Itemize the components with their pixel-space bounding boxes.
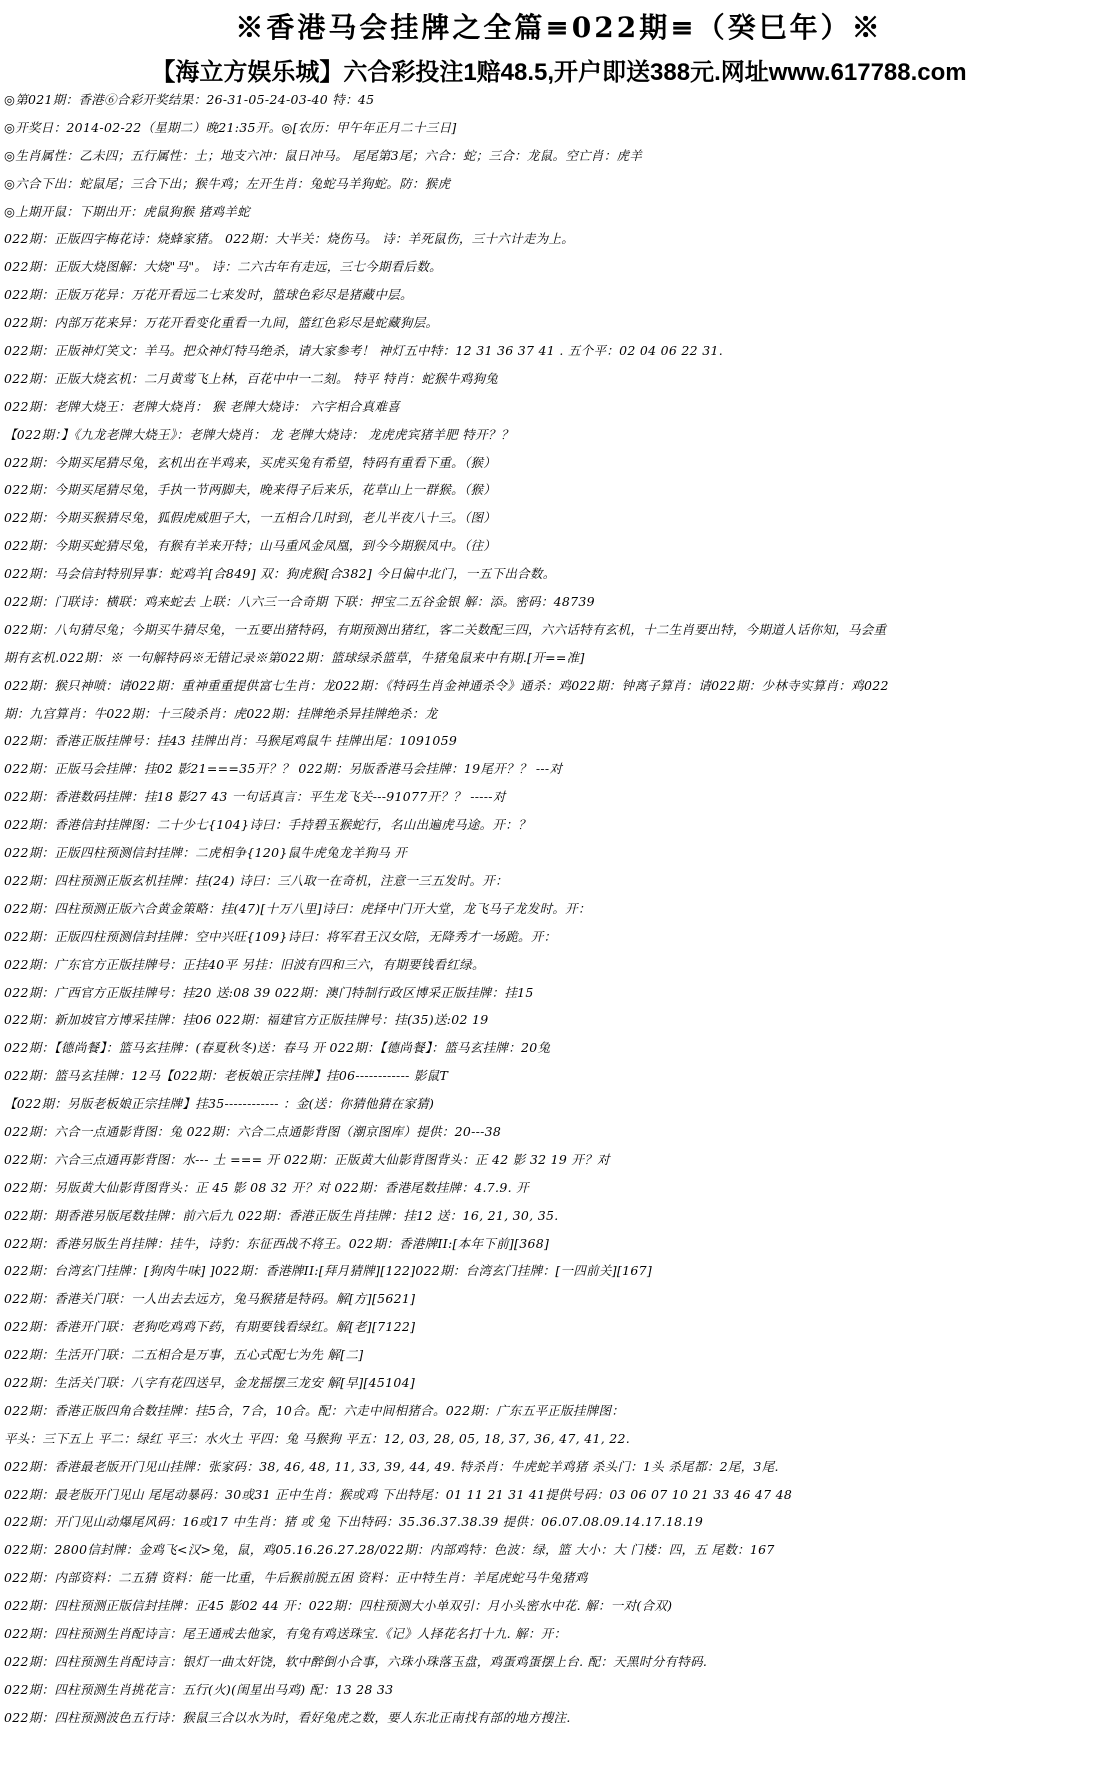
text-line: 【022期：】《九龙老牌大烧王》：老牌大烧肖： 龙 老牌大烧诗： 龙虎虎宾猪羊肥 特开？？ bbox=[4, 426, 514, 442]
text-line: 022期：生活开门联：二五相合是万事，五心式配七为先 解[二] bbox=[4, 1347, 364, 1363]
text-line: ◎第021期：香港⑥合彩开奖结果：26-31-05-24-03-40 特：45 bbox=[4, 92, 375, 107]
text-line: 022期：正版四柱预测信封挂牌：二虎相争{120}鼠牛虎兔龙羊狗马 开 bbox=[4, 845, 408, 861]
text-line: 022期：另版黄大仙影背图背头：正 45 影 08 32 开？对 022期：香港尾数挂牌：4.7.9. 开 bbox=[4, 1179, 529, 1195]
text-line: 022期：最老版开门见山 尾尾动暴码：30或31 正中生肖：猴或鸡 下出特尾：01 11 21 31 41提供号码：03 06 07 10 21 33 46 47 48 bbox=[4, 1486, 793, 1502]
text-line: ◎六合下出：蛇鼠尾；三合下出；猴牛鸡；左开生肖：兔蛇马羊狗蛇。防：猴虎 bbox=[4, 175, 451, 191]
text-line: 【022期：另版老板娘正宗挂牌】挂35------------ ：金(送：你猜他猜在家猜) bbox=[4, 1096, 435, 1112]
text-line: 022期：正版马会挂牌：挂02 影21===35开？？ 022期：另版香港马会挂牌：19尾开？？ ---对 bbox=[4, 761, 563, 777]
text-line: 022期：内部万花来异：万花开看变化重看一九间，篮红色彩尽是蛇藏狗层。 bbox=[4, 315, 439, 331]
text-line: 022期：四柱预测正版六合黄金策略：挂(47)[十万八里]诗曰：虎择中门开大堂，龙飞马子龙发时。开： bbox=[4, 900, 591, 916]
text-line: 期有玄机.022期：※ 一句解特码※无错记录※第022期：篮球绿杀篮草，牛猪兔鼠来中有期.[开==准] bbox=[4, 649, 585, 665]
text-line: 022期：今期买蛇猜尽兔，有猴有羊来开特；山马重风金凤凰，到今今期猴凤中。（往） bbox=[4, 538, 497, 554]
text-line: 022期：香港关门联：一人出去去远方，兔马猴猪是特码。解[方][5621] bbox=[4, 1291, 416, 1307]
text-line: 022期：广东官方正版挂牌号：正挂40平 另挂：旧波有四和三六，有期要钱看红绿。 bbox=[4, 956, 485, 972]
content-lines bbox=[4, 86, 1114, 1732]
text-line: 022期：今期买尾猜尽兔，手执一节两脚夫，晚来得子后来乐，花草山上一群猴。（猴） bbox=[4, 482, 497, 498]
text-line: 022期：马会信封特别异事：蛇鸡羊[合849] 双：狗虎猴[合382] 今日偏中北门，一五下出合数。 bbox=[4, 566, 556, 582]
text-line: 022期：六合三点通再影背图：水--- 土 === 开 022期：正版黄大仙影背图背头：正 42 影 32 19 开？对 bbox=[4, 1151, 610, 1167]
text-line: 022期：四柱预测生肖配诗言：银灯一曲太奸饶，软中醉倒小合事，六珠小珠落玉盘，鸡蛋鸡蛋摆上台. 配：天黑时分有特码. bbox=[4, 1653, 708, 1669]
text-line: 022期：老牌大烧王：老牌大烧肖： 猴 老牌大烧诗： 六字相合真难喜 bbox=[4, 398, 400, 414]
text-line: 022期：今期买尾猜尽兔，玄机出在半鸡来，买虎买兔有希望，特码有重看下重。（猴） bbox=[4, 454, 497, 470]
text-line: 平头：三下五上 平二：绿红 平三：水火土 平四：兔 马猴狗 平五：12, 03, 28, 05, 18, 37, 36, 47, 41, 22. bbox=[4, 1430, 631, 1446]
text-line: 022期：六合一点通影背图：兔 022期：六合二点通影背图（潮京图库）提供：20---38 bbox=[4, 1123, 502, 1139]
text-line: 022期：香港最老版开门见山挂牌：张家码：38, 46, 48, 11, 33, 39, 44, 49. 特杀肖：牛虎蛇羊鸡猪 杀头门：1头 杀尾都：2尾，3尾. bbox=[4, 1458, 779, 1474]
text-line: 022期：四柱预测正版信封挂牌：正45 影02 44 开：022期：四柱预测大小单双引：月小头密水中花. 解：一对(合双) bbox=[4, 1598, 673, 1614]
text-line: 022期：正版万花异：万花开看远二七来发时，篮球色彩尽是猪藏中层。 bbox=[4, 287, 413, 303]
text-line: 022期：四柱预测生肖挑花言：五行(火)(闺星出马鸡) 配：13 28 33 bbox=[4, 1681, 394, 1697]
text-line: 022期：广西官方正版挂牌号：挂20 送:08 39 022期：澳门特制行政区博采正版挂牌：挂15 bbox=[4, 984, 534, 1000]
text-line: 022期：台湾玄门挂牌：[狗肉牛味] ]022期：香港牌II:[拜月猜牌][122]022期：台湾玄门挂牌：[一四前关][167] bbox=[4, 1263, 652, 1279]
text-line: 022期：香港开门联：老狗吃鸡鸡下药，有期要钱看绿红。解[老][7122] bbox=[4, 1319, 416, 1335]
text-line: 022期：今期买猴猜尽兔，狐假虎威胆子大，一五相合几时到，老儿半夜八十三。（图） bbox=[4, 510, 497, 526]
text-line: 022期：2800信封牌：金鸡飞<汉>兔，鼠，鸡05.16.26.27.28/022期：内部鸡特：色波：绿，篮 大小：大 门楼：四，五 尾数：167 bbox=[4, 1542, 775, 1558]
text-line: 022期：门联诗：横联：鸡来蛇去 上联：八六三一合奇期 下联：押宝二五谷金银 解：添。密码：48739 bbox=[4, 594, 595, 610]
text-line: 022期：香港正版挂牌号：挂43 挂牌出肖：马猴尾鸡鼠牛 挂牌出尾：1091059 bbox=[4, 733, 458, 749]
text-line: 022期：香港数码挂牌：挂18 影27 43 一句话真言：平生龙飞关---91077开？？ -----对 bbox=[4, 789, 506, 805]
text-line: 022期：四柱预测正版玄机挂牌：挂(24) 诗曰：三八取一在奇机，注意一三五发时。开： bbox=[4, 872, 508, 888]
text-line: 022期：正版四柱预测信封挂牌：空中兴旺{109}诗曰：将军君王汉女陪，无降秀才一场跪。开： bbox=[4, 928, 557, 944]
page-title: ※香港马会挂牌之全篇≡022期≡（癸巳年）※ bbox=[235, 11, 883, 44]
text-line: ◎开奖日：2014-02-22（星期二）晚21:35开。◎[农历：甲午年正月二十三日] bbox=[4, 119, 457, 135]
text-line: ◎上期开鼠：下期出开：虎鼠狗猴 猪鸡羊蛇 bbox=[4, 203, 250, 219]
text-line: ◎生肖属性：乙未四；五行属性：土；地支六冲：鼠日冲马。 尾尾第3尾；六合：蛇；三合：龙鼠。空亡肖：虎羊 bbox=[4, 147, 643, 163]
text-line: 022期：四柱预测生肖配诗言：尾王通戒去他家，有兔有鸡送珠宝.《记》人择花名打十九. 解：开： bbox=[4, 1625, 567, 1641]
text-line: 022期：内部资料：二五猜 资料：能一比重，牛后猴前脱五困 资料：正中特生肖：羊尾虎蛇马牛兔猪鸡 bbox=[4, 1570, 588, 1586]
text-line: 022期：正版四字梅花诗：烧蜂家猪。 022期：大半关：烧伤马。 诗：羊死鼠伤，三十六计走为上。 bbox=[4, 231, 575, 247]
text-line: 022期：正版大烧图解：大烧"马"。 诗：二六古年有走远，三七今期看后数。 bbox=[4, 259, 442, 275]
text-line: 022期：生活关门联：八字有花四送早，金龙摇摆三龙安 解[早][45104] bbox=[4, 1374, 416, 1390]
text-line: 022期：香港另版生肖挂牌：挂牛，诗豹：东征西战不将王。022期：香港牌II:[本年下前][368] bbox=[4, 1235, 550, 1251]
text-line: 022期：正版大烧玄机：二月黄莺飞上林，百花中中一二刻。 特平 特肖：蛇猴牛鸡狗兔 bbox=[4, 370, 499, 386]
text-line: 022期：开门见山动爆尾风码：16或17 中生肖：猪 或 兔 下出特码：35.36.37.38.39 提供：06.07.08.09.14.17.18.19 bbox=[4, 1514, 704, 1530]
text-line: 022期：期香港另版尾数挂牌：前六后九 022期：香港正版生肖挂牌：挂12 送：16, 21, 30, 35. bbox=[4, 1207, 559, 1223]
ad-banner: 【海立方娱乐城】六合彩投注1赔48.5,开户即送388元.网址www.617788.com bbox=[151, 59, 967, 86]
text-line: 022期：新加坡官方博采挂牌：挂06 022期：福建官方正版挂牌号：挂(35)送:02 19 bbox=[4, 1012, 489, 1028]
text-line: 022期：【德尚餐】：篮马玄挂牌：(春夏秋冬)送：春马 开 022期：【德尚餐】：篮马玄挂牌：20兔 bbox=[4, 1040, 551, 1056]
text-line: 022期：篮马玄挂牌：12马【022期：老板娘正宗挂牌】挂06------------ 影鼠T bbox=[4, 1068, 449, 1084]
text-line: 期：九宫算肖：牛022期：十三陵杀肖：虎022期：挂牌绝杀异挂牌绝杀：龙 bbox=[4, 705, 438, 721]
text-line: 022期：香港正版四角合数挂牌：挂5合，7合，10合。配：六走中间相猪合。022期：广东五平正版挂牌图： bbox=[4, 1402, 625, 1418]
text-line: 022期：八句猜尽兔；今期买牛猜尽兔，一五要出猪特码，有期预测出猪红，客二关数配三四，六六话特有玄机，十二生肖要出特，今期道人话你知，马会重 bbox=[4, 621, 887, 637]
text-line: 022期：四柱预测波色五行诗：猴鼠三合以水为时，看好兔虎之数，要人东北正南找有部的地方搜注. bbox=[4, 1709, 571, 1725]
text-line: 022期：香港信封挂牌图：二十少七{104}诗曰：手持碧玉猴蛇行，名山出遍虎马途。开：？ bbox=[4, 817, 531, 833]
text-line: 022期：正版神灯笑文：羊马。把众神灯特马绝杀，请大家参考！ 神灯五中特：12 31 36 37 41 . 五个平：02 04 06 22 31. bbox=[4, 343, 723, 359]
text-line: 022期：猴只神喷：请022期：重神重重提供富七生肖：龙022期：《特码生肖金神通杀令》通杀：鸡022期：钟离子算肖：请022期：少林寺实算肖：鸡022 bbox=[4, 677, 889, 693]
